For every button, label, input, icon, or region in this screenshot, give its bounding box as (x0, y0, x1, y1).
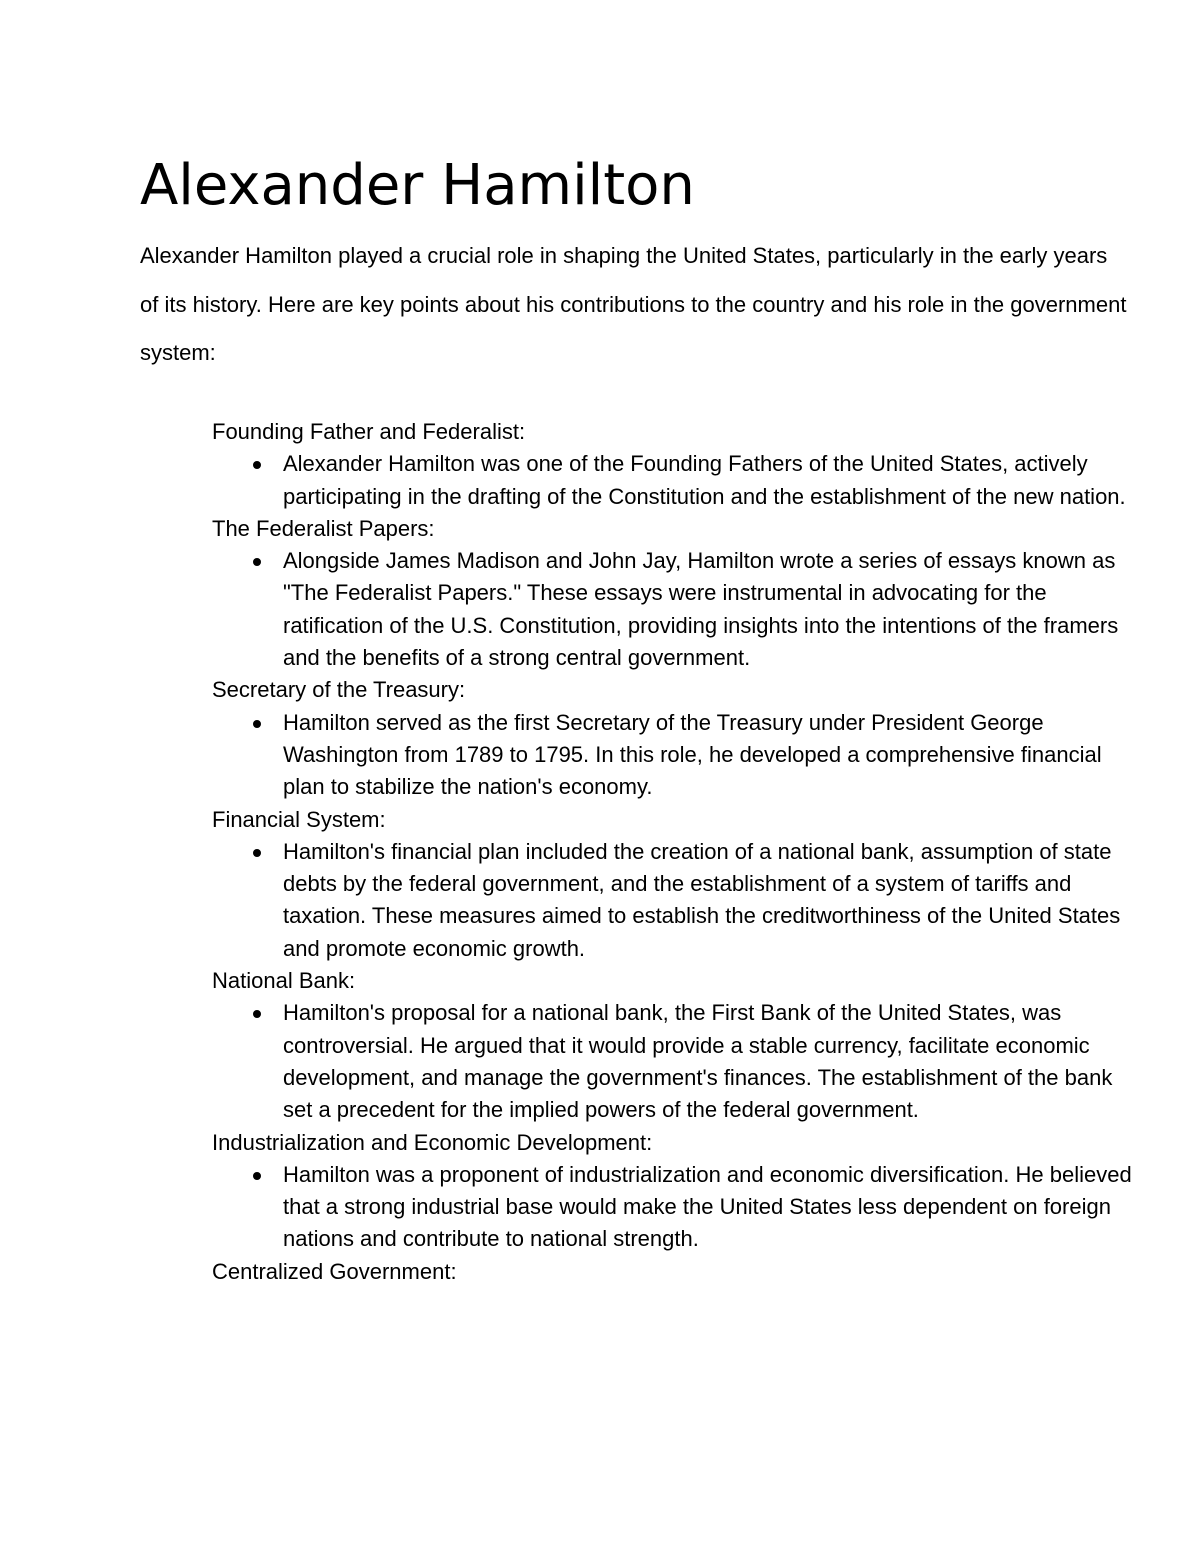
bullet-icon (253, 1172, 261, 1180)
bullet-icon (253, 558, 261, 566)
section-centralized-government (212, 1256, 1132, 1288)
document-title: Alexander Hamilton (140, 153, 695, 218)
bullet-text: Hamilton's financial plan included the creation of a national bank, assumption of state debts by the federal government, and the establishment of a system of tariffs and taxation. These measures aimed to establish the creditworthiness of the United States and promote economic growth. (283, 838, 1121, 961)
bullet-list (212, 545, 1132, 674)
section-heading: National Bank: (212, 968, 356, 994)
bullet-list (212, 836, 1132, 965)
bullet-text: Alexander Hamilton was one of the Founding Fathers of the United States, actively participating in the drafting of the Constitution and the establishment of the new nation. (283, 451, 1126, 509)
bullet-list (212, 448, 1132, 513)
list-item (212, 1159, 1132, 1256)
bullet-icon (253, 720, 261, 728)
list-item (212, 707, 1132, 804)
list-item (212, 545, 1132, 674)
section-heading: Financial System: (212, 806, 386, 832)
section-federalist-papers (212, 513, 1132, 674)
list-item (212, 836, 1132, 965)
section-heading: Founding Father and Federalist: (212, 419, 526, 444)
bullet-list (212, 997, 1132, 1126)
list-item (212, 448, 1132, 513)
bullet-text: Hamilton was a proponent of industrialization and economic diversification. He believed that a strong industrial base would make the United States less dependent on foreign nations and contribute to national strength. (283, 1161, 1132, 1252)
section-heading: Secretary of the Treasury: (212, 677, 466, 703)
list-item (212, 997, 1132, 1126)
section-secretary-treasury (212, 674, 1132, 803)
bullet-icon (253, 1010, 261, 1018)
bullet-list (212, 707, 1132, 804)
section-heading: The Federalist Papers: (212, 515, 435, 541)
section-heading: Centralized Government: (212, 1258, 457, 1284)
bullet-icon (253, 461, 261, 469)
section-heading: Industrialization and Economic Development: (212, 1129, 653, 1155)
section-financial-system (212, 804, 1132, 965)
bullet-text: Hamilton's proposal for a national bank, the First Bank of the United States, was controversial. He argued that it would provide a stable currency, facilitate economic development, and manage the government's finances. The establishment of the bank set a precedent for the implied powers of the federal government. (283, 1000, 1113, 1123)
bullet-text: Hamilton served as the first Secretary of the Treasury under President George Washington from 1789 to 1795. In this role, he developed a comprehensive financial plan to stabilize the nation's economy. (283, 709, 1102, 800)
intro-paragraph: Alexander Hamilton played a crucial role in shaping the United States, particularly in the early years of its history. Here are key points about his contributions to the country and his role in the government system: (140, 243, 1127, 365)
bullet-text: Alongside James Madison and John Jay, Hamilton wrote a series of essays known as "The Federalist Papers." These essays were instrumental in advocating for the ratification of the U.S. Constitution, providing insights into the intentions of the framers and the benefits of a strong central government. (283, 548, 1119, 671)
bullet-icon (253, 849, 261, 857)
section-founding-father (212, 416, 1132, 513)
section-industrialization (212, 1127, 1132, 1256)
section-national-bank (212, 965, 1132, 1126)
bullet-list (212, 1159, 1132, 1256)
sections-list (212, 416, 1132, 1288)
